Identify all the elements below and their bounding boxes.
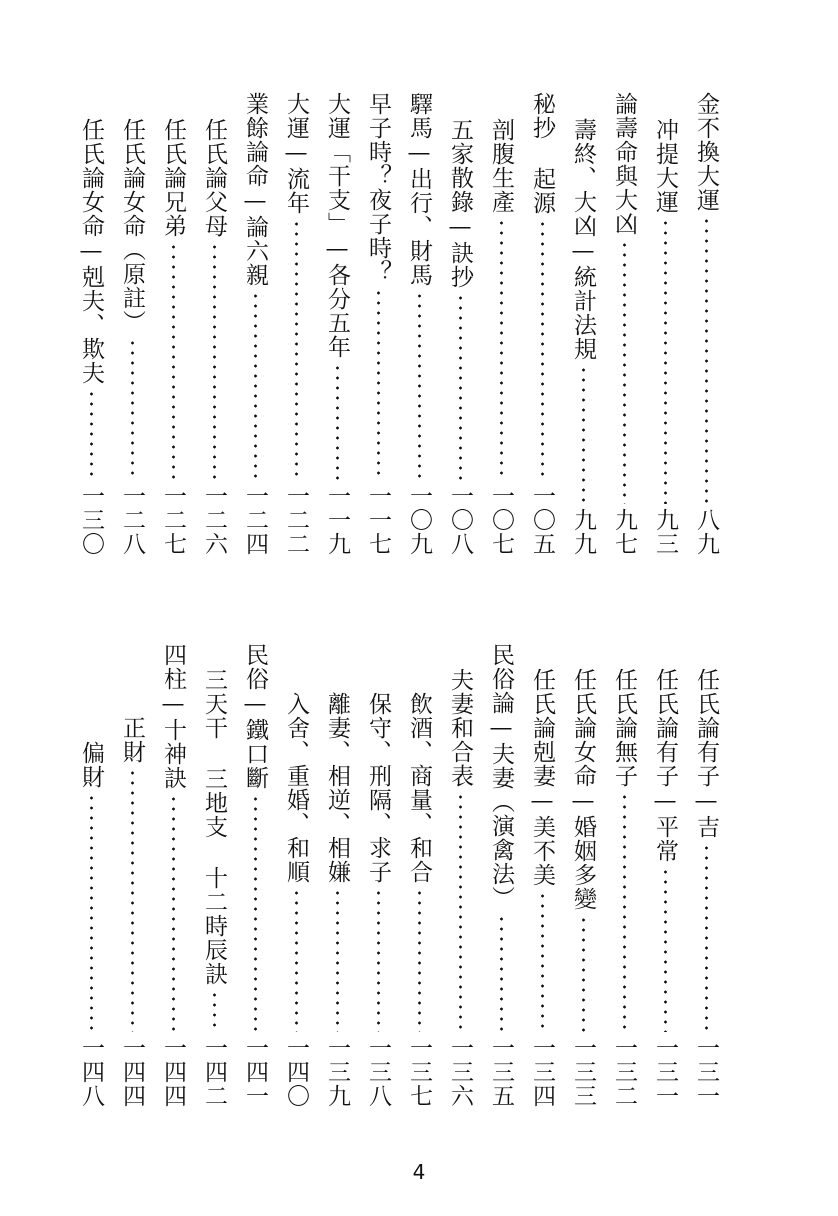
entry-page: 九三 xyxy=(652,508,678,556)
dot-leader xyxy=(213,242,216,480)
dot-leader xyxy=(623,792,626,1032)
entry-title: 任氏論剋妻—美不美 xyxy=(529,668,555,887)
toc-entry[interactable] xyxy=(649,118,681,556)
entry-title: 冲提大運 xyxy=(652,118,678,214)
dot-leader xyxy=(213,990,216,1032)
entry-title: 任氏論女命—婚姻多變 xyxy=(570,668,596,911)
toc-entry[interactable] xyxy=(485,118,517,556)
toc-entry[interactable] xyxy=(362,692,394,1108)
toc-entry[interactable] xyxy=(280,692,312,1108)
toc-entry[interactable] xyxy=(608,92,640,556)
dot-leader xyxy=(418,888,421,1032)
entry-page: 一四二 xyxy=(201,1036,227,1108)
dot-leader xyxy=(418,291,421,480)
entry-title: 秘抄 起源 xyxy=(529,92,555,215)
entry-page: 一一九 xyxy=(324,484,350,556)
entry-page: 九九 xyxy=(570,508,596,556)
entry-title: 民俗論—夫妻（演禽法） xyxy=(488,643,514,910)
entry-title: 大運「干支」—各分五年 xyxy=(324,92,350,359)
page-number: 4 xyxy=(412,1160,426,1184)
entry-title: 民俗—鐵口斷 xyxy=(242,643,268,790)
toc-entry[interactable] xyxy=(116,716,148,1108)
toc-entry[interactable] xyxy=(75,741,107,1108)
entry-page: 一二八 xyxy=(119,484,145,556)
dot-leader xyxy=(90,389,93,480)
entry-title: 業餘論命—論六親 xyxy=(242,92,268,287)
entry-page: 一二二 xyxy=(283,484,309,556)
toc-entry[interactable] xyxy=(75,118,107,556)
dot-leader xyxy=(131,768,134,1032)
entry-page: 一四〇 xyxy=(283,1036,309,1108)
entry-title: 早子時？夜子時？ xyxy=(365,92,391,284)
entry-page: 一〇五 xyxy=(529,484,555,556)
toc-entry[interactable] xyxy=(444,668,476,1108)
dot-leader xyxy=(295,888,298,1032)
dot-leader xyxy=(254,794,257,1032)
toc-entry[interactable] xyxy=(198,668,230,1108)
dot-leader xyxy=(541,219,544,480)
entry-page: 一三五 xyxy=(488,1036,514,1108)
dot-leader xyxy=(500,218,503,480)
entry-title: 大運—流年 xyxy=(283,92,309,215)
toc-entry[interactable] xyxy=(526,668,558,1108)
dot-leader xyxy=(500,914,503,1032)
entry-page: 一三三 xyxy=(570,1036,596,1108)
dot-leader xyxy=(705,216,708,504)
dot-leader xyxy=(131,338,134,480)
toc-entry[interactable] xyxy=(444,118,476,556)
dot-leader xyxy=(295,219,298,480)
dot-leader xyxy=(459,293,462,480)
dot-leader xyxy=(705,843,708,1032)
entry-title: 任氏論兄弟 xyxy=(160,118,186,238)
toc-entry[interactable] xyxy=(157,643,189,1108)
dot-leader xyxy=(582,915,585,1032)
dot-leader xyxy=(623,240,626,504)
entry-page: 一二七 xyxy=(160,484,186,556)
dot-leader xyxy=(664,867,667,1032)
toc-entry[interactable] xyxy=(239,92,271,556)
entry-title: 壽終、大凶—統計法規 xyxy=(570,118,596,361)
toc-entry[interactable] xyxy=(608,668,640,1108)
entry-page: 一三六 xyxy=(447,1036,473,1108)
toc-entry[interactable] xyxy=(362,92,394,556)
entry-title: 三天干 三地支 十二時辰訣 xyxy=(201,668,227,986)
entry-title: 任氏論女命（原註） xyxy=(119,118,145,334)
entry-title: 飲酒、商量、和合 xyxy=(406,692,432,884)
toc-entry[interactable] xyxy=(157,118,189,556)
entry-title: 五家散錄—訣抄 xyxy=(447,118,473,289)
entry-page: 一三九 xyxy=(324,1036,350,1108)
entry-title: 夫妻和合表 xyxy=(447,668,473,788)
dot-leader xyxy=(582,365,585,504)
dot-leader xyxy=(336,363,339,480)
entry-page: 一二六 xyxy=(201,484,227,556)
entry-page: 一三二 xyxy=(611,1036,637,1108)
toc-entry[interactable] xyxy=(198,118,230,556)
entry-page: 一〇九 xyxy=(406,484,432,556)
toc-entry[interactable] xyxy=(567,668,599,1108)
entry-title: 任氏論無子 xyxy=(611,668,637,788)
entry-page: 九七 xyxy=(611,508,637,556)
dot-leader xyxy=(377,888,380,1032)
entry-title: 正財 xyxy=(119,716,145,764)
entry-page: 一三四 xyxy=(529,1036,555,1108)
dot-leader xyxy=(90,793,93,1032)
dot-leader xyxy=(172,242,175,480)
toc-entry[interactable] xyxy=(239,643,271,1108)
entry-page: 八九 xyxy=(693,508,719,556)
dot-leader xyxy=(254,291,257,480)
dot-leader xyxy=(459,792,462,1032)
entry-page: 一三七 xyxy=(406,1036,432,1108)
toc-entry[interactable] xyxy=(690,668,722,1108)
entry-title: 任氏論女命—剋夫、欺夫 xyxy=(78,118,104,385)
dot-leader xyxy=(336,888,339,1032)
toc-entry[interactable] xyxy=(649,668,681,1108)
entry-title: 保守、刑隔、求子 xyxy=(365,692,391,884)
toc-entry[interactable] xyxy=(321,692,353,1108)
toc-entry[interactable] xyxy=(567,118,599,556)
toc-entry[interactable] xyxy=(280,92,312,556)
entry-page: 一三一 xyxy=(652,1036,678,1108)
toc-entry[interactable] xyxy=(403,692,435,1108)
entry-title: 任氏論父母 xyxy=(201,118,227,238)
entry-page: 一〇七 xyxy=(488,484,514,556)
entry-title: 任氏論有子—平常 xyxy=(652,668,678,863)
toc-entry[interactable] xyxy=(116,118,148,556)
entry-page: 一四一 xyxy=(242,1036,268,1108)
entry-page: 一四四 xyxy=(119,1036,145,1108)
toc-entry[interactable] xyxy=(485,643,517,1108)
entry-title: 入舍、重婚、和順 xyxy=(283,692,309,884)
entry-page: 一三八 xyxy=(365,1036,391,1108)
entry-title: 論壽命與大凶 xyxy=(611,92,637,236)
toc-entry[interactable] xyxy=(690,92,722,556)
dot-leader xyxy=(172,794,175,1032)
toc-entry[interactable] xyxy=(526,92,558,556)
entry-title: 金不換大運 xyxy=(693,92,719,212)
entry-page: 一三〇 xyxy=(78,484,104,556)
entry-title: 離妻、相逆、相嫌 xyxy=(324,692,350,884)
entry-title: 四柱—十神訣 xyxy=(160,643,186,790)
entry-page: 一〇八 xyxy=(447,484,473,556)
dot-leader xyxy=(541,891,544,1032)
entry-title: 剖腹生產 xyxy=(488,118,514,214)
dot-leader xyxy=(664,218,667,504)
entry-page: 一二四 xyxy=(242,484,268,556)
dot-leader xyxy=(377,288,380,480)
entry-title: 驛馬—出行、財馬 xyxy=(406,92,432,287)
entry-page: 一四八 xyxy=(78,1036,104,1108)
toc-entry[interactable] xyxy=(321,92,353,556)
entry-title: 偏財 xyxy=(78,741,104,789)
entry-page: 一一七 xyxy=(365,484,391,556)
toc-entry[interactable] xyxy=(403,92,435,556)
entry-page: 一三一 xyxy=(693,1036,719,1108)
entry-page: 一四四 xyxy=(160,1036,186,1108)
entry-title: 任氏論有子—吉 xyxy=(693,668,719,839)
